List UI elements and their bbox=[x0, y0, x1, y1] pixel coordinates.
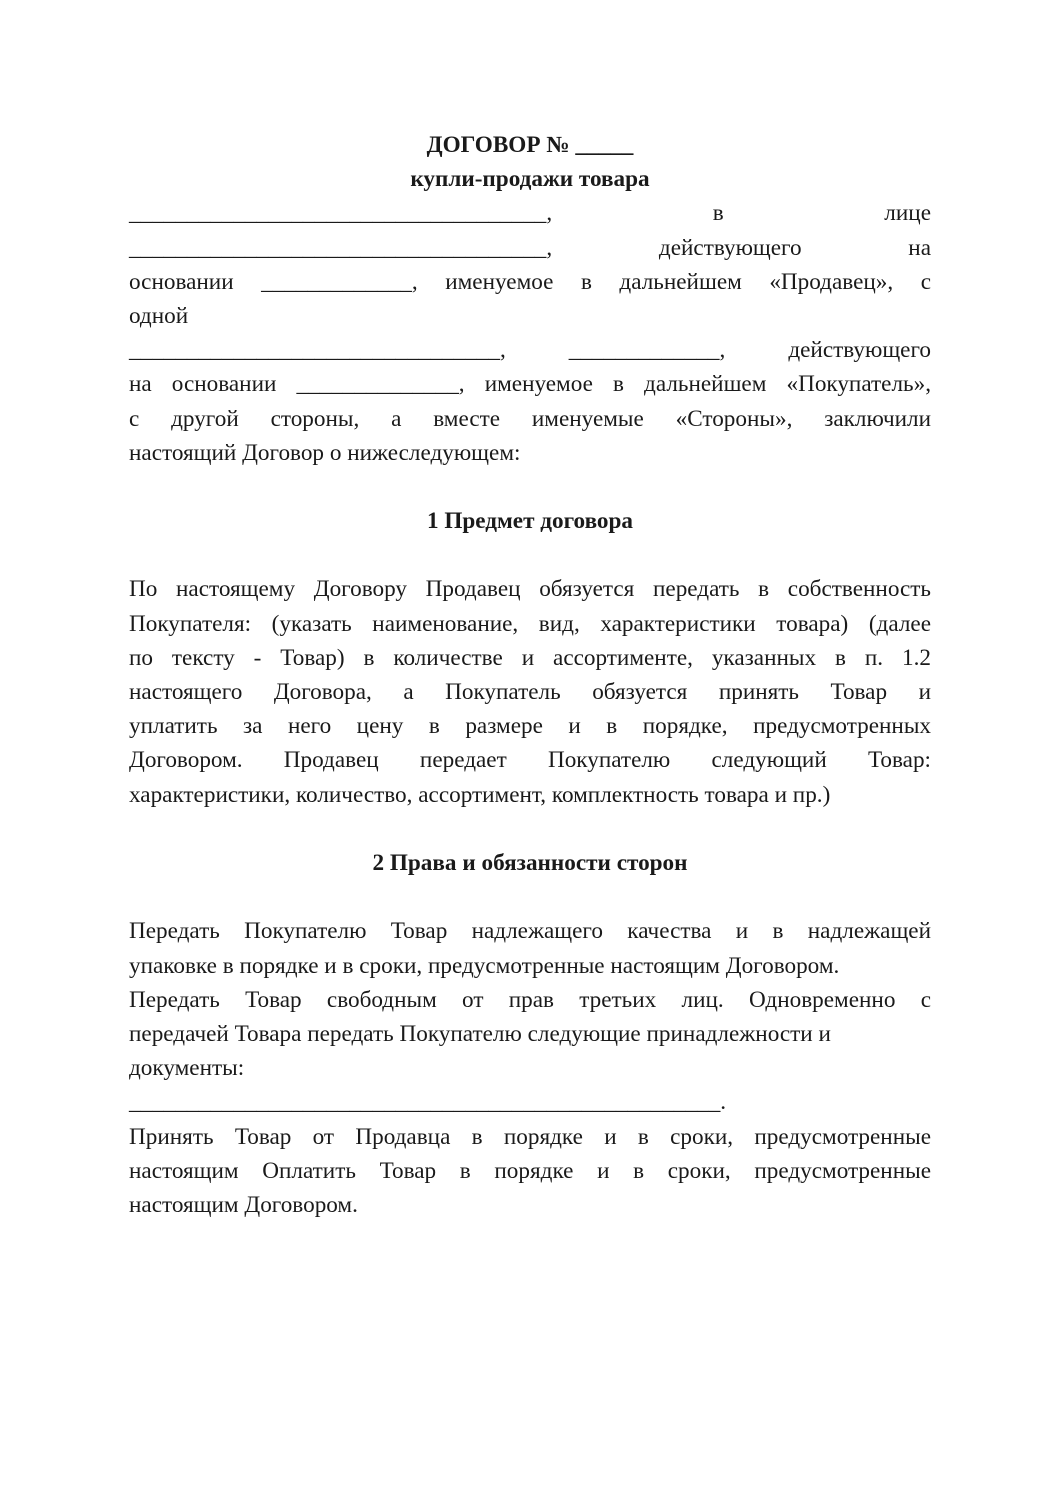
section-1-line: По настоящему Договору Продавец обязуется передать в собственность bbox=[129, 576, 931, 603]
section-1-line: уплатить за него цену в размере и в порядке, предусмотренных bbox=[129, 713, 931, 740]
section-2-line: Принять Товар от Продавца в порядке и в сроки, предусмотренные bbox=[129, 1123, 931, 1150]
section-2-line: передачей Товара передать Покупателю следующие принадлежности и bbox=[129, 1020, 831, 1047]
section-1-heading: 1 Предмет договора bbox=[426, 508, 634, 535]
contract-subtitle: купли-продажи товара bbox=[410, 166, 650, 193]
section-1-line: Покупателя: (указать наименование, вид, характеристики товара) (далее bbox=[129, 610, 931, 637]
section-2-heading: 2 Права и обязанности сторон bbox=[372, 849, 688, 876]
blank-line bbox=[129, 812, 931, 846]
section-2-line: Передать Покупателю Товар надлежащего качества и в надлежащей bbox=[129, 918, 931, 945]
section-2-paragraph bbox=[129, 914, 931, 1222]
section-2-line: настоящим Договором. bbox=[129, 1191, 358, 1218]
preamble-line: с другой стороны, а вместе именуемые «Стороны», заключили bbox=[129, 405, 931, 432]
section-2-line: настоящим Оплатить Товар в порядке и в сроки, предусмотренные bbox=[129, 1157, 931, 1184]
section-2-line: упаковке в порядке и в сроки, предусмотренные настоящим Договором. bbox=[129, 952, 840, 979]
preamble-line: на основании ______________, именуемое в дальнейшем «Покупатель», bbox=[129, 371, 931, 398]
section-1-line: по тексту - Товар) в количестве и ассортименте, указанных в п. 1.2 bbox=[129, 644, 931, 671]
section-1-paragraph bbox=[129, 572, 931, 811]
section-1-line: характеристики, количество, ассортимент, комплектность товара и пр.) bbox=[129, 781, 831, 808]
blank-line bbox=[129, 880, 931, 914]
section-2-line: Передать Товар свободным от прав третьих лиц. Одновременно с bbox=[129, 986, 931, 1013]
contract-title: ДОГОВОР № _____ bbox=[426, 132, 634, 158]
preamble-line: ________________________________, _____________, действующего bbox=[129, 337, 931, 364]
preamble-line: ____________________________________, действующего на bbox=[129, 234, 931, 261]
section-2-line: ___________________________________________________. bbox=[129, 1089, 727, 1116]
preamble-line: одной bbox=[129, 302, 189, 329]
contract-page bbox=[129, 128, 931, 1222]
preamble-line: основании _____________, именуемое в дальнейшем «Продавец», с bbox=[129, 268, 931, 295]
preamble-paragraph bbox=[129, 196, 931, 470]
blank-line bbox=[129, 538, 931, 572]
section-1-line: настоящего Договора, а Покупатель обязуется принять Товар и bbox=[129, 679, 931, 706]
preamble-line: ____________________________________, в лице bbox=[129, 200, 931, 227]
preamble-line: настоящий Договор о нижеследующем: bbox=[129, 439, 521, 466]
blank-line bbox=[129, 470, 931, 504]
section-2-line: документы: bbox=[129, 1055, 245, 1082]
section-1-line: Договором. Продавец передает Покупателю следующий Товар: bbox=[129, 747, 931, 774]
